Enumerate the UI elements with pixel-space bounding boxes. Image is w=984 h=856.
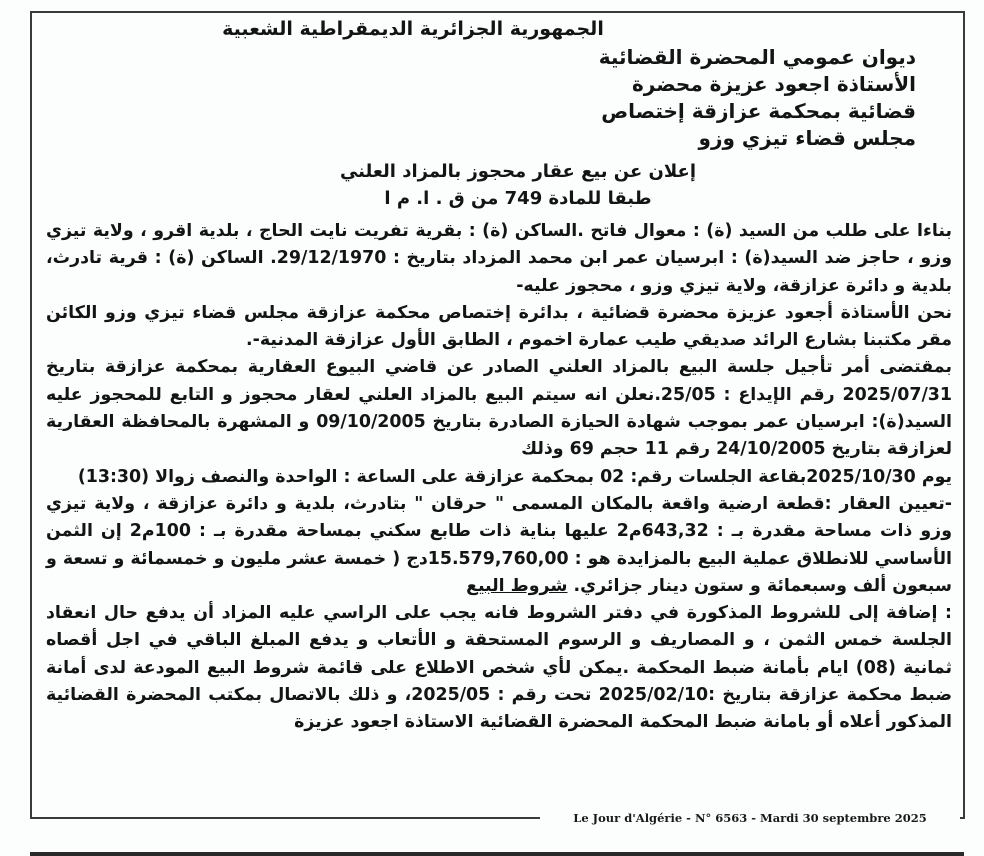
- title-line: طبقا للمادة 749 من ق . ا. م ا: [384, 188, 652, 209]
- office-line: ديوان عمومي المحضرة القضائية: [598, 45, 916, 69]
- paragraph-session-date: يوم 2025/10/30بقاعة الجلسات رقم: 02 بمحكمة عزازقة على الساعة : الواحدة والنصف زوالا (13:30): [77, 466, 952, 487]
- office-line: مجلس قضاء تيزي وزو: [698, 126, 916, 150]
- title-line: إعلان عن بيع عقار محجوز بالمزاد العلني: [339, 161, 697, 182]
- office-line: قضائية بمحكمة عزازقة إختصاص: [601, 99, 916, 123]
- announcement-content: [40, 14, 956, 737]
- office-line: الأستاذة اجعود عزيزة محضرة: [631, 72, 916, 96]
- republic-header: الجمهورية الجزائرية الديمقراطية الشعبية: [222, 18, 604, 40]
- paragraph-sale-conditions: : إضافة إلى للشروط المذكورة في دفتر الشروط فانه يجب على الراسي عليه المزاد أن يدفع حال انعقاد الجلسة خمس الثمن ، و المصاريف و الرسوم المستحقة و الأتعاب و يدفع المبلغ الباقي في اجل أقصاه ثمانية (08) ايام بأمانة ضبط المحكمة .يمكن لأي شخص الاطلاع على قائمة شروط البيع المودعة لدى أمانة ضبط محكمة عزازقة بتاريخ :2025/02/10 تحت رقم : 2025/05، و ذلك بالاتصال بمكتب المحضرة القضائية المذكور أعلاه أو بامانة ضبط المحكمة المحضرة القضائية الاستاذة اجعود عزيزة: [46, 603, 953, 733]
- announcement-title: [40, 158, 956, 212]
- property-description: -تعيين العقار :قطعة ارضية واقعة بالمكان المسمى " حرقان " بتادرث، بلدية و دائرة عزازقة ، ولاية تيزي وزو ذات مساحة مقدرة بـ : 643,32م2 عليها بناية ذات طابع سكني بمساحة مقدرة بـ : 100م2 إن الثمن الأساسي للانطلاق عملية البيع بالمزايدة هو : 15.579,760,00دج ( خمسة عشر مليون و خمسمائة و تسعة و سبعون ألف وسبعمائة و ستون دينار جزائري.: [46, 493, 953, 596]
- paragraph-bailiff: نحن الأستاذة أجعود عزيزة محضرة قضائية ، بدائرة إختصاص محكمة عزازقة مجلس قضاء تيزي وزو الكائن مقر مكتبنا بشارع الرائد صديقي طيب عمارة اخموم ، الطابق الأول عزازقة المدنية-.: [46, 302, 952, 351]
- paragraph-court-order: بمقتضى أمر تأجيل جلسة البيع بالمزاد العلني الصادر عن قاضي البيوع العقارية بمحكمة عزازقة بتاريخ 2025/07/31 رقم الإيداع : 25/05.نعلن انه سيتم البيع بالمزاد العلني لعقار محجوز و التابع للمحجوز عليه السيد(ة): ابرسيان عمر بموجب شهادة الحيازة الصادرة بتاريخ 09/10/2005 و المشهرة بالمحافظة العقارية لعزازقة بتاريخ 24/10/2005 رقم 11 حجم 69 وذلك: [46, 357, 952, 460]
- paragraph-property: [46, 491, 952, 600]
- paragraph-applicant: بناءا على طلب من السيد (ة) : معوال فاتح .الساكن (ة) : بقرية تفريت نايت الحاج ، بلدية اقرو ، ولاية تيزي وزو ، حاجز ضد السيد(ة) : ابرسيان عمر ابن محمد المزداد بتاريخ : 29/12/1970. الساكن (ة) : قرية تادرث، بلدية و دائرة عزازقة، ولاية تيزي وزو ، محجوز عليه-: [46, 221, 952, 296]
- announcement-body: [40, 218, 956, 737]
- sale-conditions-heading: شروط البيع: [466, 575, 568, 596]
- bailiff-office-header: [40, 44, 956, 152]
- page-divider: [30, 852, 964, 856]
- newspaper-footer: Le Jour d'Algérie - N° 6563 - Mardi 30 septembre 2025: [540, 808, 960, 828]
